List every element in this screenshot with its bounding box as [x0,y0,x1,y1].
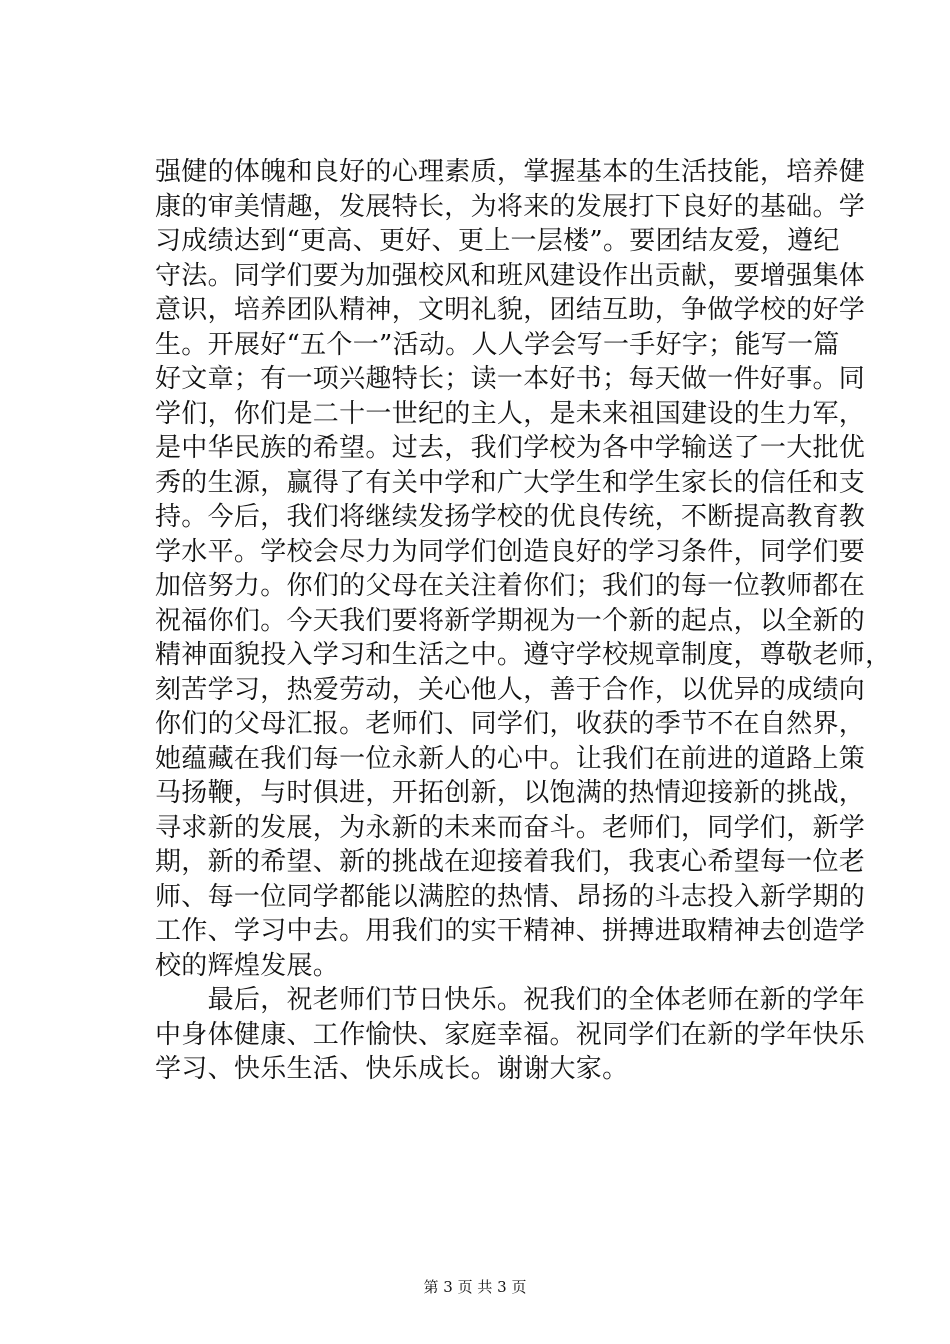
body-text [155,155,892,1087]
text-line: 中身体健康、工作愉快、家庭幸福。祝同学们在新的学年快乐 [155,1019,866,1050]
text-line: 刻苦学习，热爱劳动，关心他人，善于合作，以优异的成绩向 [155,674,866,705]
text-line: 工作、学习中去。用我们的实干精神、拼搏进取精神去创造学 [155,916,866,946]
paragraph-start-line: 最后，祝老师们节日快乐。祝我们的全体老师在新的学年 [155,985,866,1015]
text-line: 马扬鞭，与时俱进，开拓创新，以饱满的热情迎接新的挑战， [155,778,866,808]
text-line: 期，新的希望、新的挑战在迎接着我们，我衷心希望每一位老 [155,847,866,877]
text-line: 秀的生源，赢得了有关中学和广大学生和学生家长的信任和支 [155,467,866,498]
text-line: 加倍努力。你们的父母在关注着你们；我们的每一位教师都在 [155,571,866,601]
text-line: 持。今后，我们将继续发扬学校的优良传统，不断提高教育教 [155,502,866,532]
text-line: 校的辉煌发展。 [155,950,340,981]
text-line: 学习、快乐生活、快乐成长。谢谢大家。 [155,1054,629,1084]
text-line: 是中华民族的希望。过去，我们学校为各中学输送了一大批优 [155,433,866,463]
text-line: 你们的父母汇报。老师们、同学们，收获的季节不在自然界， [155,709,866,739]
text-line: 她蕴藏在我们每一位永新人的心中。让我们在前进的道路上策 [155,743,866,774]
text-line: 好文章；有一项兴趣特长；读一本好书；每天做一件好事。同 [155,364,866,394]
text-line: 强健的体魄和良好的心理素质，掌握基本的生活技能，培养健 [155,157,866,187]
text-line: 学水平。学校会尽力为同学们创造良好的学习条件，同学们要 [155,536,866,567]
text-line: 师、每一位同学都能以满腔的热情、昂扬的斗志投入新学期的 [155,881,866,912]
text-line: 意识，培养团队精神，文明礼貌，团结互助，争做学校的好学 [155,295,866,325]
text-line: 寻求新的发展，为永新的未来而奋斗。老师们，同学们，新学 [155,812,866,843]
text-line: 守法。同学们要为加强校风和班风建设作出贡献，要增强集体 [155,260,866,291]
text-line: 学们，你们是二十一世纪的主人，是未来祖国建设的生力军， [155,398,866,429]
text-line: 祝福你们。今天我们要将新学期视为一个新的起点，以全新的 [155,605,866,636]
text-line: 习成绩达到“更高、更好、更上一层楼”。要团结友爱，遵纪 [155,226,840,256]
page-number-footer: 第 3 页 共 3 页 [423,1278,527,1296]
text-line: 精神面貌投入学习和生活之中。遵守学校规章制度，尊敬老师， [155,640,892,670]
text-line: 康的审美情趣，发展特长，为将来的发展打下良好的基础。学 [155,191,866,222]
text-line: 生。开展好“五个一”活动。人人学会写一手好字；能写一篇 [155,329,840,360]
